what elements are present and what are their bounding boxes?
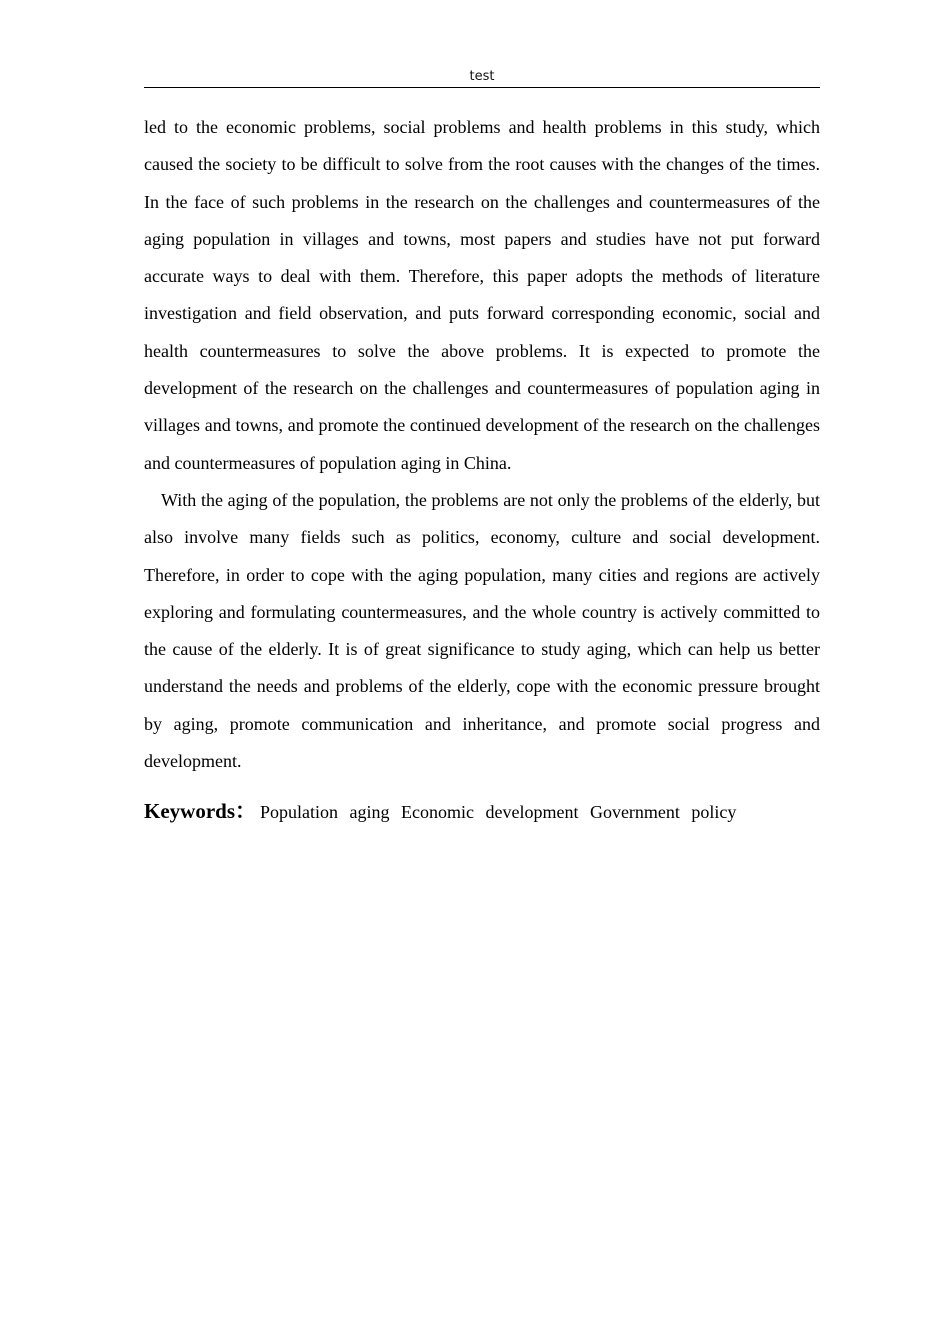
header-rule — [144, 87, 820, 88]
keywords-line — [144, 795, 820, 825]
keywords-list: Population aging Economic development Government policy — [260, 802, 737, 822]
body-text — [144, 109, 820, 780]
body-paragraph-2: With the aging of the population, the problems are not only the problems of the elderly, but also involve many fields such as politics, economy, culture and social development. Therefore, in order to cope with the aging population, many cities and regions are actively exploring and formulating countermeasures, and the whole country is actively committed to the cause of the elderly. It is of great significance to study aging, which can help us better understand the needs and problems of the elderly, cope with the economic pressure brought by aging, promote communication and inheritance, and promote social progress and development. — [144, 489, 820, 772]
keywords-label: Keywords： — [144, 799, 256, 823]
running-header: test — [469, 69, 495, 84]
body-paragraph-1: led to the economic problems, social problems and health problems in this study, which caused the society to be difficult to solve from the root causes with the changes of the times. In the face of such problems in the research on the challenges and countermeasures of the aging population in villages and towns, most papers and studies have not put forward accurate ways to deal with them. Therefore, this paper adopts the methods of literature investigation and field observation, and puts forward corresponding economic, social and health countermeasures to solve the above problems. It is expected to promote the development of the research on the challenges and countermeasures of population aging in villages and towns, and promote the continued development of the research on the challenges and countermeasures of population aging in China. — [144, 117, 820, 473]
